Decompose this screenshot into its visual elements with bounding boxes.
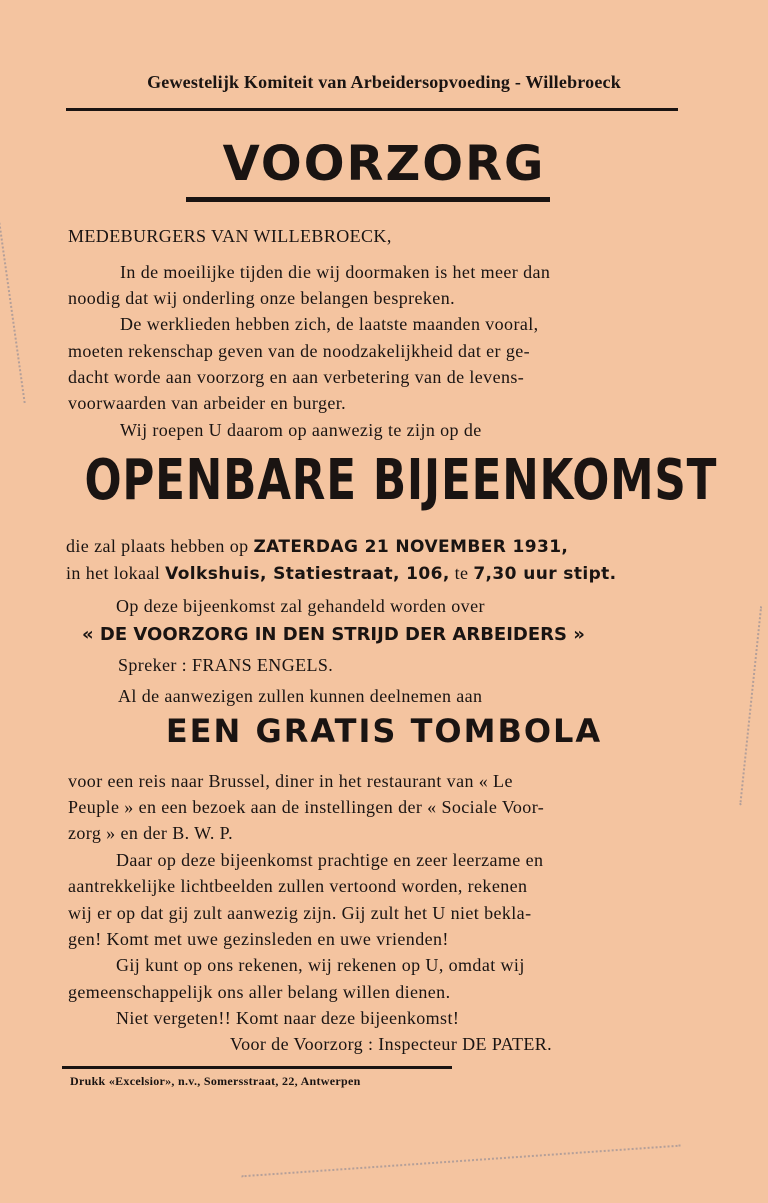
tombola-heading: EEN GRATIS TOMBOLA: [165, 712, 603, 750]
meeting-line1-prefix: die zal plaats hebben op: [66, 536, 249, 556]
meeting-time: 7,30 uur stipt.: [473, 564, 617, 584]
intro-line: In de moeilijke tijden die wij doormaken is het meer dan: [120, 262, 551, 282]
topic-intro: Op deze bijeenkomst zal gehandeld worden over: [116, 596, 485, 616]
committee-header: Gewestelijk Komiteit van Arbeidersopvoeding - Willebroeck: [147, 72, 621, 92]
meeting-venue-line: [66, 563, 617, 584]
signature: Voor de Voorzorg : Inspecteur DE PATER.: [230, 1034, 553, 1054]
intro-line: dacht worde aan voorzorg en aan verbetering van de levens-: [68, 367, 525, 387]
meeting-venue: Volkshuis, Statiestraat, 106,: [165, 564, 450, 584]
footer-rule: [62, 1066, 452, 1069]
intro-line: Wij roepen U daarom op aanwezig te zijn op de: [120, 420, 482, 440]
closing-line: Gij kunt op ons rekenen, wij rekenen op U, omdat wij: [116, 955, 525, 975]
closing-line: aantrekkelijke lichtbeelden zullen vertoond worden, rekenen: [68, 876, 528, 896]
page-title: VOORZORG: [222, 136, 546, 192]
meeting-line2-mid: te: [454, 563, 469, 583]
show-through-mark: [630, 595, 762, 806]
tombola-intro: Al de aanwezigen zullen kunnen deelnemen aan: [118, 686, 483, 706]
intro-line: noodig dat wij onderling onze belangen bespreken.: [68, 288, 455, 308]
closing-line: gen! Komt met uwe gezinsleden en uwe vrienden!: [68, 929, 449, 949]
printer-credit: Drukk «Excelsior», n.v., Somersstraat, 22, Antwerpen: [70, 1074, 361, 1088]
meeting-line2-prefix: in het lokaal: [66, 563, 161, 583]
intro-line: voorwaarden van arbeider en burger.: [68, 393, 347, 413]
title-underline: [186, 197, 550, 202]
intro-line: moeten rekenschap geven van de noodzakelijkheid dat er ge-: [68, 341, 531, 361]
closing-line: wij er op dat gij zult aanwezig zijn. Gij zult het U niet bekla-: [68, 903, 532, 923]
meeting-date: ZATERDAG 21 NOVEMBER 1931,: [253, 537, 569, 557]
closing-line: Peuple » en een bezoek aan de instellingen der « Sociale Voor-: [68, 797, 545, 817]
show-through-mark: [239, 1115, 680, 1178]
intro-line: De werklieden hebben zich, de laatste maanden vooral,: [120, 314, 539, 334]
closing-line: voor een reis naar Brussel, diner in het restaurant van « Le: [68, 771, 513, 791]
speaker: Spreker : FRANS ENGELS.: [118, 655, 334, 675]
closing-line: zorg » en der B. W. P.: [68, 823, 233, 843]
meeting-heading: OPENBARE BIJEENKOMST: [84, 448, 718, 513]
header-rule: [66, 108, 678, 111]
closing-line: Niet vergeten!! Komt naar deze bijeenkomst!: [116, 1008, 460, 1028]
closing-line: Daar op deze bijeenkomst prachtige en zeer leerzame en: [116, 850, 544, 870]
topic: « DE VOORZORG IN DEN STRIJD DER ARBEIDERS »: [82, 624, 585, 645]
salutation: MEDEBURGERS VAN WILLEBROECK,: [68, 226, 392, 246]
meeting-date-line: [66, 536, 568, 557]
closing-line: gemeenschappelijk ons aller belang willen dienen.: [68, 982, 451, 1002]
